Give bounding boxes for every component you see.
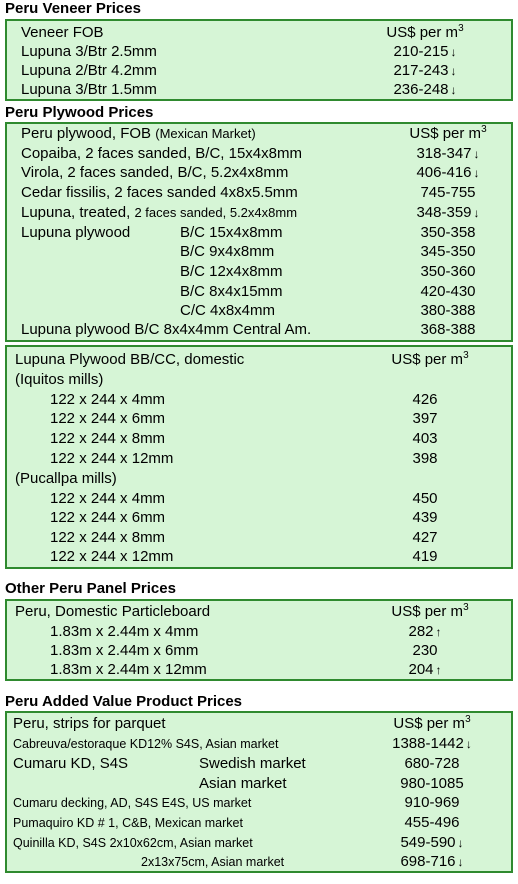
table-row: [7, 203, 511, 223]
table-header-row: [7, 602, 511, 622]
price-value: 680-728: [404, 755, 460, 772]
product-label: 2x13x75cm, Asian market: [141, 855, 285, 869]
trend-down-icon: ↓: [473, 206, 480, 220]
table-row: [7, 80, 511, 100]
price-value: 406-416 ↓: [416, 164, 480, 181]
table-row: [7, 163, 511, 183]
price-value: 398: [412, 450, 438, 467]
product-label: Virola, 2 faces sanded, B/C, 5.2x4x8mm: [21, 164, 289, 181]
header-label: Peru plywood, FOB (Mexican Market): [21, 125, 256, 142]
product-label: Cabreuva/estoraque KD12% S4S, Asian market: [13, 737, 279, 751]
table-row: [7, 320, 511, 340]
product-label: Lupuna plywood B/C 8x4x4mm Central Am.: [21, 321, 312, 338]
price-value: 282 ↑: [408, 623, 442, 640]
added-value-price-table: [5, 711, 513, 873]
product-label: Cumaru decking, AD, S4S E4S, US market: [13, 796, 252, 810]
table-row: [7, 660, 511, 680]
price-value: 427: [412, 529, 438, 546]
price-value: 455-496: [404, 814, 460, 831]
trend-down-icon: ↓: [450, 45, 457, 59]
unit-label: US$ per $m^3$: [386, 23, 464, 41]
product-label: Pumaquiro KD # 1, C&B, Mexican market: [13, 816, 243, 830]
table-row: [7, 833, 511, 853]
domestic-plywood-table: [5, 345, 513, 569]
table-row: [7, 262, 511, 282]
size-spec: 122 x 244 x 12mm: [50, 450, 174, 467]
panel-section-title: Other Peru Panel Prices: [5, 580, 176, 597]
price-value: 236-248 ↓: [393, 81, 457, 98]
price-value: 419: [412, 548, 438, 565]
trend-down-icon: ↓: [457, 836, 464, 850]
table-row: [7, 282, 511, 302]
header-label: Peru, Domestic Particleboard: [15, 603, 211, 620]
product-label: Lupuna, treated, 2 faces sanded, 5.2x4x8mm: [21, 204, 298, 221]
table-row: [7, 547, 511, 567]
product-label: Lupuna plywood: [21, 224, 131, 241]
table-row: [7, 852, 511, 872]
price-value: 380-388: [420, 302, 476, 319]
table-row: [7, 641, 511, 661]
price-value: 345-350: [420, 243, 476, 260]
table-row: [7, 774, 511, 794]
product-label: Copaiba, 2 faces sanded, B/C, 15x4x8mm: [21, 145, 302, 162]
price-value: 745-755: [420, 184, 476, 201]
unit-label: US$ per $m^3$: [409, 124, 487, 142]
table-row: [7, 223, 511, 243]
unit-label: US$ per $m^3$: [391, 350, 469, 368]
product-label: Lupuna 2/Btr 4.2mm: [21, 62, 157, 79]
size-spec: 122 x 244 x 8mm: [50, 430, 166, 447]
product-label: Lupuna 3/Btr 1.5mm: [21, 81, 157, 98]
table-row: [7, 754, 511, 774]
table-header-row: [7, 23, 511, 43]
grade-spec: B/C 12x4x8mm: [180, 263, 283, 280]
size-spec: 122 x 244 x 4mm: [50, 391, 166, 408]
price-value: 368-388: [420, 321, 476, 338]
price-value: 698-716 ↓: [400, 853, 464, 870]
price-value: 230: [412, 642, 438, 659]
price-value: 204 ↑: [408, 661, 442, 678]
price-value: 980-1085: [400, 775, 464, 792]
mill-group-label: (Iquitos mills): [15, 371, 104, 388]
trend-down-icon: ↓: [473, 166, 480, 180]
table-row: [7, 508, 511, 528]
market-label: Swedish market: [199, 755, 306, 772]
size-spec: 1.83m x 2.44m x 6mm: [50, 642, 199, 659]
header-label: Veneer FOB: [21, 24, 104, 41]
grade-spec: B/C 8x4x15mm: [180, 283, 283, 300]
grade-spec: B/C 9x4x8mm: [180, 243, 275, 260]
table-row: [7, 301, 511, 321]
product-label: Lupuna 3/Btr 2.5mm: [21, 43, 157, 60]
veneer-section-title: Peru Veneer Prices: [5, 0, 141, 17]
table-row: [7, 409, 511, 429]
unit-label: US$ per $m^3$: [393, 714, 471, 732]
price-value: 1388-1442 ↓: [392, 735, 472, 752]
table-row: [7, 429, 511, 449]
price-value: 910-969: [404, 794, 460, 811]
table-row: [7, 734, 511, 754]
table-row: [7, 42, 511, 62]
price-value: 210-215 ↓: [393, 43, 457, 60]
table-row: [7, 528, 511, 548]
price-value: 439: [412, 509, 438, 526]
table-row: [7, 144, 511, 164]
table-row: [7, 449, 511, 469]
trend-down-icon: ↓: [450, 83, 457, 97]
price-value: 403: [412, 430, 438, 447]
price-value: 450: [412, 490, 438, 507]
price-value: 350-358: [420, 224, 476, 241]
size-spec: 122 x 244 x 6mm: [50, 410, 166, 427]
price-value: 217-243 ↓: [393, 62, 457, 79]
price-value: 549-590 ↓: [400, 834, 464, 851]
size-spec: 122 x 244 x 4mm: [50, 490, 166, 507]
header-label: Peru, strips for parquet: [13, 715, 166, 732]
price-value: 350-360: [420, 263, 476, 280]
table-header-row: [7, 124, 511, 144]
table-header-row: [7, 350, 511, 370]
trend-down-icon: ↓: [465, 737, 472, 751]
mill-group-label: (Pucallpa mills): [15, 470, 117, 487]
table-row: [7, 390, 511, 410]
price-value: 397: [412, 410, 438, 427]
product-label: Quinilla KD, S4S 2x10x62cm, Asian market: [13, 836, 253, 850]
table-row: [7, 61, 511, 81]
size-spec: 122 x 244 x 12mm: [50, 548, 174, 565]
price-value: 426: [412, 391, 438, 408]
table-row: [7, 183, 511, 203]
unit-label: US$ per $m^3$: [391, 602, 469, 620]
table-row: [7, 242, 511, 262]
size-spec: 122 x 244 x 8mm: [50, 529, 166, 546]
grade-spec: B/C 15x4x8mm: [180, 224, 283, 241]
price-value: 318-347 ↓: [416, 145, 480, 162]
trend-up-icon: ↑: [435, 625, 442, 639]
trend-down-icon: ↓: [457, 855, 464, 869]
size-spec: 1.83m x 2.44m x 4mm: [50, 623, 199, 640]
size-spec: 1.83m x 2.44m x 12mm: [50, 661, 207, 678]
trend-down-icon: ↓: [473, 147, 480, 161]
trend-up-icon: ↑: [435, 663, 442, 677]
added-value-section-title: Peru Added Value Product Prices: [5, 693, 243, 710]
header-label: Lupuna Plywood BB/CC, domestic: [15, 351, 245, 368]
table-row: [7, 813, 511, 833]
table-header-row: [7, 714, 511, 734]
size-spec: 122 x 244 x 6mm: [50, 509, 166, 526]
plywood-price-table: [5, 122, 513, 342]
price-value: 420-430: [420, 283, 476, 300]
grade-spec: C/C 4x8x4mm: [180, 302, 276, 319]
trend-down-icon: ↓: [450, 64, 457, 78]
panel-price-table: [5, 599, 513, 681]
product-label: Cedar fissilis, 2 faces sanded 4x8x5.5mm: [21, 184, 298, 201]
table-row: [7, 622, 511, 642]
plywood-section-title: Peru Plywood Prices: [5, 104, 154, 121]
table-row: [7, 793, 511, 813]
table-row: [7, 489, 511, 509]
price-value: 348-359 ↓: [416, 204, 480, 221]
market-label: Asian market: [199, 775, 287, 792]
product-label: Cumaru KD, S4S: [13, 755, 129, 772]
veneer-price-table: [5, 19, 513, 101]
